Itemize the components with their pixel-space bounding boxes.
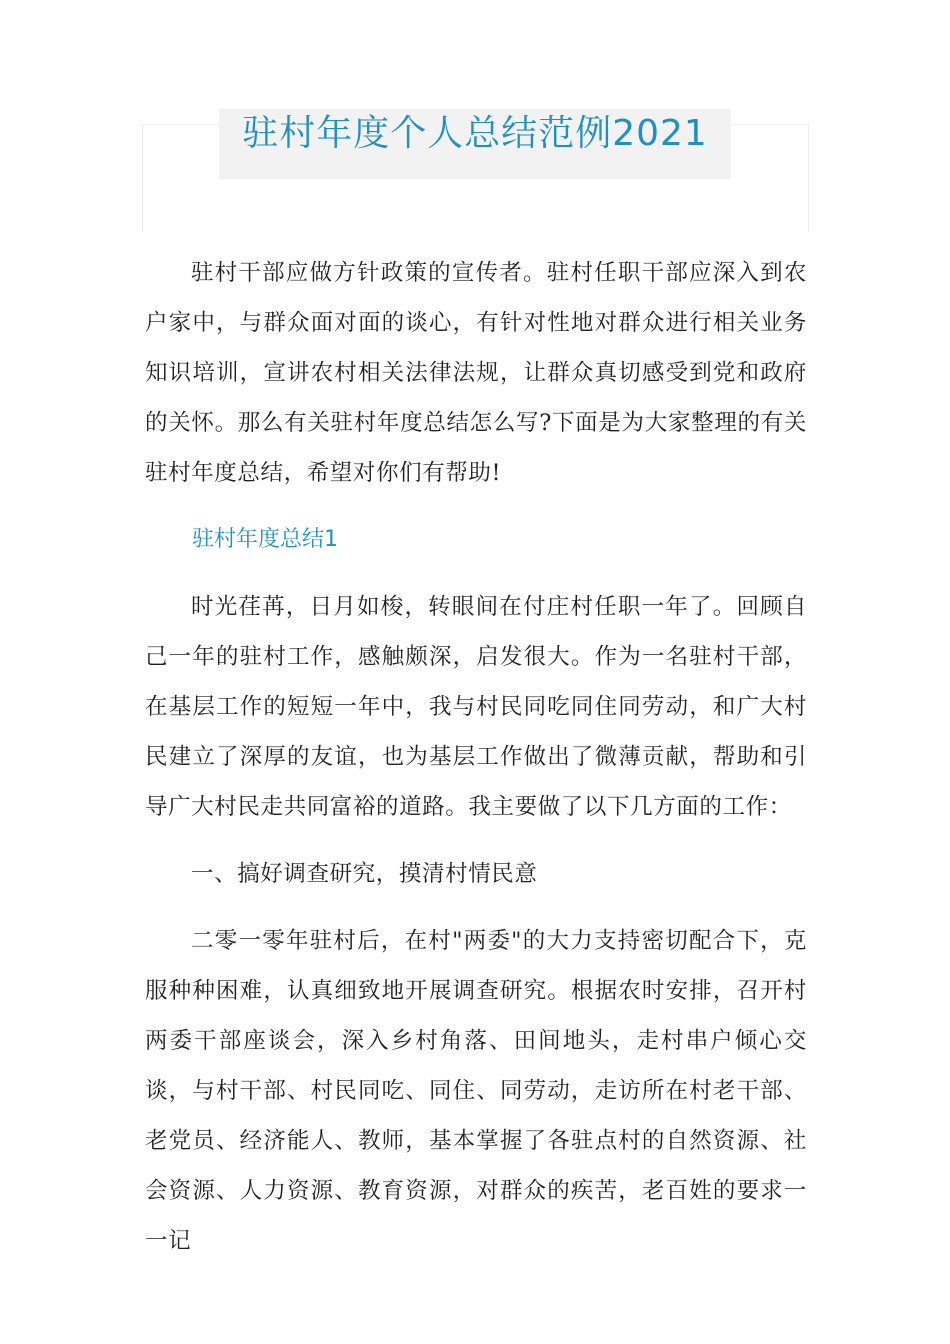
summary-subheading: 驻村年度总结1 [192, 527, 338, 552]
layout-guide-right [808, 124, 809, 232]
body-paragraph-2: 二零一零年驻村后，在村"两委"的大力支持密切配合下，克服种种困难，认真细致地开展调查研究。根据农时安排，召开村两委干部座谈会，深入乡村角落、田间地头，走村串户倾心交谈，与村干部、村民同吃、同住、同劳动，走访所在村老干部、老党员、经济能人、教师，基本掌握了各驻点村的自然资源、社会资源、人力资源、教育资源，对群众的疾苦，老百姓的要求一一记 [145, 928, 807, 1254]
layout-guide-left [142, 124, 143, 232]
document-body [145, 248, 807, 1266]
intro-paragraph: 驻村干部应做方针政策的宣传者。驻村任职干部应深入到农户家中，与群众面对面的谈心，有针对性地对群众进行相关业务知识培训，宣讲农村相关法律法规，让群众真切感受到党和政府的关怀。那么有关驻村年度总结怎么写?下面是为大家整理的有关驻村年度总结，希望对你们有帮助! [145, 260, 807, 486]
section-heading-1: 一、搞好调查研究，摸清村情民意 [191, 861, 538, 887]
document-title: 驻村年度个人总结范例2021 [242, 113, 708, 154]
body-paragraph-1: 时光荏苒，日月如梭，转眼间在付庄村任职一年了。回顾自己一年的驻村工作，感触颇深，启发很大。作为一名驻村干部，在基层工作的短短一年中，我与村民同吃同住同劳动，和广大村民建立了深厚的友谊，也为基层工作做出了微薄贡献，帮助和引导广大村民走共同富裕的道路。我主要做了以下几方面的工作： [145, 594, 807, 820]
